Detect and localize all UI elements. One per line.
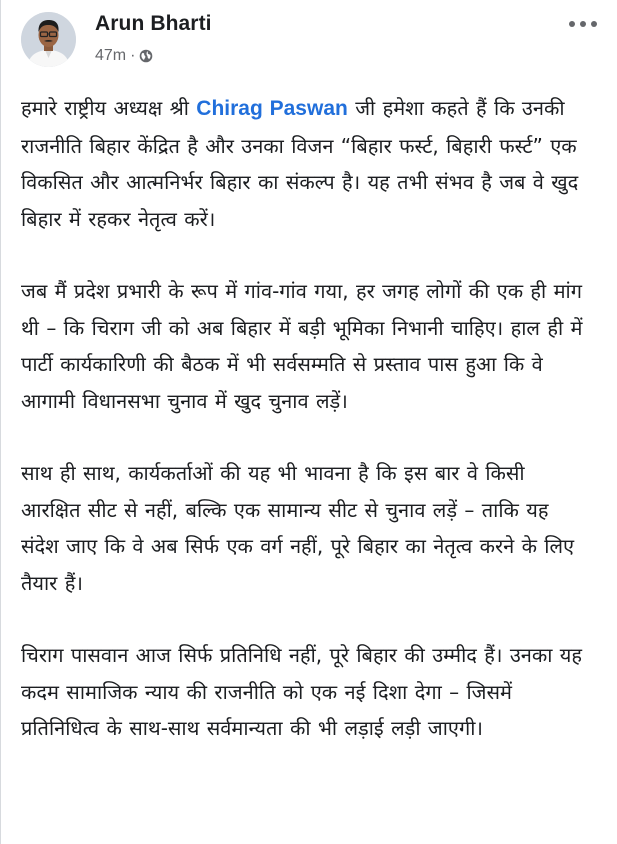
- post-paragraph-4: चिराग पासवान आज सिर्फ प्रतिनिधि नहीं, पूरे बिहार की उम्मीद हैं। उनका यह कदम सामाजिक न्याय की राजनीति को एक नई दिशा देगा – जिसमें प्रतिनिधित्व के साथ-साथ सर्वमान्यता की भी लड़ाई लड़ी जाएगी।: [21, 643, 583, 740]
- post-paragraph-3: साथ ही साथ, कार्यकर्ताओं की यह भी भावना है कि इस बार वे किसी आरक्षित सीट से नहीं, बल्कि एक सामान्य सीट से चुनाव लड़ें – ताकि यह संदेश जाए कि वे अब सिर्फ एक वर्ग नहीं, पूरे बिहार का नेतृत्व करने के लिए तैयार हैं।: [21, 461, 575, 595]
- post-header: [1, 0, 617, 80]
- post-meta: [95, 47, 153, 65]
- paragraph-1-text-end: जी हमेशा कहते हैं कि उनकी राजनीति बिहार केंद्रित है और उनका विजन “बिहार फर्स्ट, बिहारी फर्स्ट” एक विकसित और आत्मनिर्भर बिहार का संकल्प है। यह तभी संभव है जब वे खुद बिहार में रहकर नेतृत्व करें।: [21, 96, 579, 231]
- avatar-photo: [21, 12, 76, 67]
- author-name[interactable]: Arun Bharti: [95, 12, 212, 35]
- post-paragraph-1: [21, 90, 591, 237]
- post-body: [21, 90, 591, 747]
- more-options-icon[interactable]: [566, 14, 600, 34]
- meta-separator: ·: [130, 47, 136, 64]
- mention-link[interactable]: Chirag Paswan: [196, 97, 348, 120]
- post-timestamp[interactable]: 47m: [95, 47, 127, 64]
- paragraph-1-text-start: हमारे राष्ट्रीय अध्यक्ष श्री: [21, 96, 197, 120]
- post-paragraph-2: जब मैं प्रदेश प्रभारी के रूप में गांव-गांव गया, हर जगह लोगों की एक ही मांग थी – कि चिराग जी को अब बिहार में बड़ी भूमिका निभानी चाहिए। हाल ही में पार्टी कार्यकारिणी की बैठक में भी सर्वसम्मति से प्रस्ताव पास हुआ कि वे आगामी विधानसभा चुनाव में खुद चुनाव लड़ें।: [21, 279, 583, 413]
- avatar[interactable]: [21, 12, 76, 67]
- globe-icon: [139, 49, 153, 63]
